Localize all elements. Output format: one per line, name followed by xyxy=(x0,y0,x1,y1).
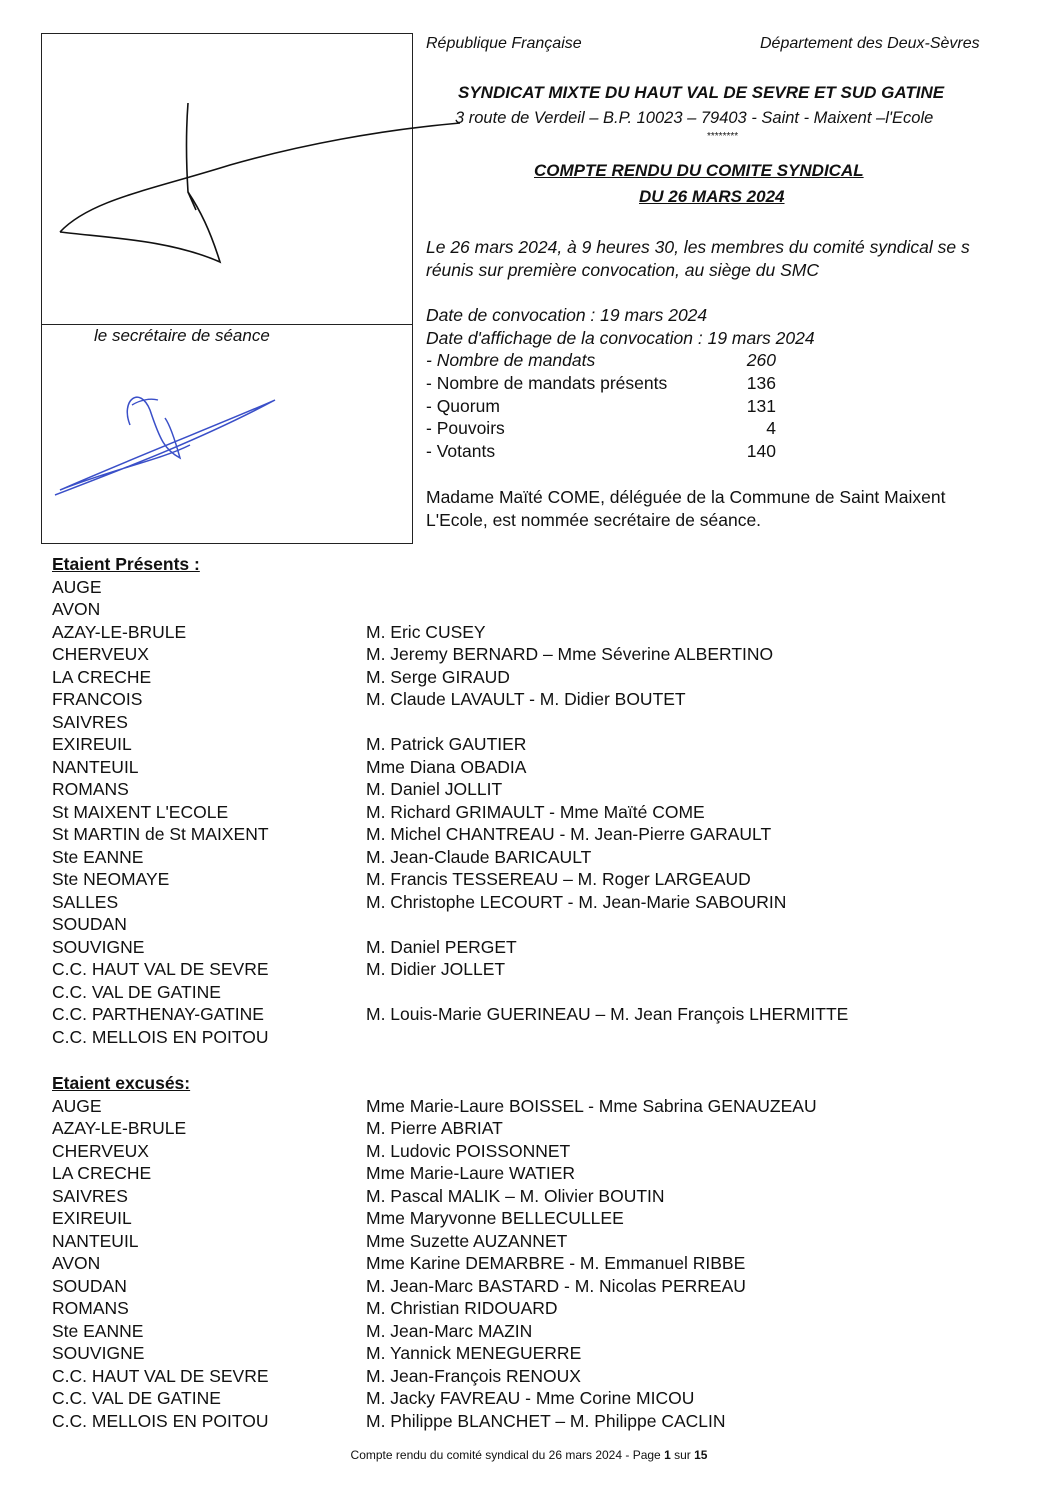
commune-name: C.C. MELLOIS EN POITOU xyxy=(52,1026,269,1047)
member-names: Mme Marie-Laure BOISSEL - Mme Sabrina GENAUZEAU xyxy=(366,1095,817,1116)
commune-name: Ste NEOMAYE xyxy=(52,869,170,889)
commune-name: Ste EANNE xyxy=(52,1320,144,1341)
excused-title: Etaient excusés: xyxy=(52,1073,191,1093)
commune-name: SOUVIGNE xyxy=(52,936,145,957)
commune-name: FRANCOIS xyxy=(52,689,143,709)
commune-name: LA CRECHE xyxy=(52,1163,152,1183)
footer-page-total: 15 xyxy=(694,1448,708,1462)
stat-label: - Votants xyxy=(426,441,496,461)
list-item xyxy=(52,712,200,735)
date-affichage: Date d'affichage de la convocation : 19 mars 2024 xyxy=(426,328,815,348)
stat-row xyxy=(426,350,776,372)
member-names: M. Philippe BLANCHET – M. Philippe CACLIN xyxy=(366,1410,726,1431)
secretary-label: le secrétaire de séance xyxy=(94,326,270,345)
commune-name: SOUVIGNE xyxy=(52,1343,145,1363)
member-names: M. Claude LAVAULT - M. Didier BOUTET xyxy=(366,689,686,709)
stat-value: 4 xyxy=(766,418,776,438)
footer-middle: sur xyxy=(670,1448,695,1462)
list-item xyxy=(52,1118,503,1141)
department-label: Département des Deux-Sèvres xyxy=(760,35,980,52)
republic-label: République Française xyxy=(426,35,582,52)
stat-row xyxy=(426,373,776,395)
stat-label: - Nombre de mandats présents xyxy=(426,373,668,393)
commune-name: ROMANS xyxy=(52,1298,129,1318)
commune-name: C.C. VAL DE GATINE xyxy=(52,1388,221,1408)
stat-row xyxy=(426,396,776,418)
list-item xyxy=(52,1388,695,1411)
commune-name: AZAY-LE-BRULE xyxy=(52,621,187,642)
list-item xyxy=(52,1140,571,1164)
member-names: M. Jean-Marc MAZIN xyxy=(366,1320,533,1341)
stat-value: 131 xyxy=(746,396,776,416)
member-names: M. Jean-Claude BARICAULT xyxy=(366,846,592,867)
member-names: M. Christophe LECOURT - M. Jean-Marie SABOURIN xyxy=(366,891,787,912)
list-item xyxy=(52,1185,665,1209)
commune-name: AZAY-LE-BRULE xyxy=(52,1118,187,1138)
list-item xyxy=(52,1298,558,1321)
footer-page-number: 1 xyxy=(664,1448,671,1462)
list-item xyxy=(52,599,200,622)
member-names: M. Serge GIRAUD xyxy=(366,666,510,687)
president-signature xyxy=(60,123,460,232)
commune-name: AUGE xyxy=(52,576,102,597)
stat-value: 136 xyxy=(746,373,776,393)
commune-name: C.C. MELLOIS EN POITOU xyxy=(52,1410,269,1431)
commune-name: SAIVRES xyxy=(52,1185,128,1206)
intro-line-1: Le 26 mars 2024, à 9 heures 30, les membres du comité syndical se s xyxy=(426,237,970,257)
list-item xyxy=(52,577,200,600)
list-item xyxy=(52,801,705,825)
commune-name: Ste EANNE xyxy=(52,846,144,867)
commune-name: CHERVEUX xyxy=(52,1140,149,1161)
list-item xyxy=(52,981,221,1005)
list-item xyxy=(52,1253,746,1276)
list-item xyxy=(52,1343,582,1366)
commune-name: SAIVRES xyxy=(52,711,128,732)
excused-section xyxy=(52,1073,817,1433)
commune-name: AVON xyxy=(52,599,101,619)
member-names: M. Patrick GAUTIER xyxy=(366,734,527,754)
list-item xyxy=(52,1230,568,1254)
member-names: M. Richard GRIMAULT - Mme Maïté COME xyxy=(366,801,705,822)
stat-value: 260 xyxy=(746,350,776,370)
commune-name: SOUDAN xyxy=(52,1275,127,1296)
commune-name: St MARTIN de St MAIXENT xyxy=(52,824,269,844)
document-title: COMPTE RENDU DU COMITE SYNDICAL xyxy=(534,161,864,180)
member-names: M. Christian RIDOUARD xyxy=(366,1298,558,1318)
commune-name: LA CRECHE xyxy=(52,666,152,687)
list-item xyxy=(52,1095,817,1119)
stat-row xyxy=(426,441,776,463)
list-item xyxy=(52,1365,581,1389)
member-names: M. Francis TESSEREAU – M. Roger LARGEAUD xyxy=(366,869,751,889)
commune-name: AUGE xyxy=(52,1095,102,1116)
member-names: M. Jacky FAVREAU - Mme Corine MICOU xyxy=(366,1388,695,1408)
document-title-date: DU 26 MARS 2024 xyxy=(639,187,785,206)
separator-stars: ******** xyxy=(707,131,739,142)
list-item xyxy=(52,689,686,712)
member-names: M. Daniel PERGET xyxy=(366,936,517,957)
list-item xyxy=(52,1026,269,1050)
list-item xyxy=(52,734,527,757)
member-names: M. Jeremy BERNARD – Mme Séverine ALBERTINO xyxy=(366,644,774,664)
member-names: M. Daniel JOLLIT xyxy=(366,779,503,799)
secretary-statement-line-1: Madame Maïté COME, déléguée de la Commune de Saint Maixent xyxy=(426,487,946,507)
commune-name: EXIREUIL xyxy=(52,1208,132,1228)
present-list xyxy=(52,576,849,1050)
secretary-statement-line-2: L'Ecole, est nommée secrétaire de séance. xyxy=(426,510,762,530)
intro-line-2: réunis sur première convocation, au siège du SMC xyxy=(426,260,819,280)
commune-name: ROMANS xyxy=(52,779,129,799)
list-item xyxy=(52,846,592,870)
commune-name: C.C. PARTHENAY-GATINE xyxy=(52,1004,264,1024)
list-item xyxy=(52,1320,533,1344)
list-item xyxy=(52,1004,849,1027)
list-item xyxy=(52,891,787,915)
organization-name: SYNDICAT MIXTE DU HAUT VAL DE SEVRE ET SUD GATINE xyxy=(458,83,945,102)
member-names: M. Pascal MALIK – M. Olivier BOUTIN xyxy=(366,1185,665,1206)
list-item xyxy=(52,756,527,780)
stat-label: - Nombre de mandats xyxy=(426,350,596,370)
list-item xyxy=(52,914,200,937)
member-names: M. Yannick MENEGUERRE xyxy=(366,1343,582,1363)
commune-name: C.C. VAL DE GATINE xyxy=(52,981,221,1002)
member-names: M. Didier JOLLET xyxy=(366,959,506,979)
present-section xyxy=(52,554,849,1049)
member-names: M. Eric CUSEY xyxy=(366,621,486,642)
member-names: M. Louis-Marie GUERINEAU – M. Jean François LHERMITTE xyxy=(366,1004,849,1024)
stat-value: 140 xyxy=(746,441,776,461)
list-item xyxy=(52,644,774,667)
commune-name: EXIREUIL xyxy=(52,734,132,754)
list-item xyxy=(52,621,486,645)
stat-label: - Quorum xyxy=(426,396,500,416)
member-names: Mme Suzette AUZANNET xyxy=(366,1230,568,1251)
list-item xyxy=(52,936,517,960)
list-item xyxy=(52,1275,746,1299)
list-item xyxy=(52,869,751,892)
list-item xyxy=(52,666,510,690)
list-item xyxy=(52,824,772,847)
list-item xyxy=(52,1208,624,1231)
list-item xyxy=(52,1410,726,1434)
commune-name: NANTEUIL xyxy=(52,756,139,777)
member-names: Mme Diana OBADIA xyxy=(366,756,527,777)
member-names: M. Jean-Marc BASTARD - M. Nicolas PERREAU xyxy=(366,1275,746,1296)
stat-row xyxy=(426,418,776,440)
member-names: Mme Karine DEMARBRE - M. Emmanuel RIBBE xyxy=(366,1253,746,1273)
member-names: M. Michel CHANTREAU - M. Jean-Pierre GARAULT xyxy=(366,824,772,844)
commune-name: St MAIXENT L'ECOLE xyxy=(52,801,229,822)
organization-address: 3 route de Verdeil – B.P. 10023 – 79403 - Saint - Maixent –l'Ecole xyxy=(455,109,934,127)
list-item xyxy=(52,1163,576,1186)
commune-name: SALLES xyxy=(52,891,119,912)
commune-name: NANTEUIL xyxy=(52,1230,139,1251)
member-names: M. Pierre ABRIAT xyxy=(366,1118,503,1138)
excused-list xyxy=(52,1095,817,1434)
date-convocation: Date de convocation : 19 mars 2024 xyxy=(426,305,708,325)
commune-name: C.C. HAUT VAL DE SEVRE xyxy=(52,1365,269,1386)
page-footer xyxy=(0,1448,1058,1462)
present-title: Etaient Présents : xyxy=(52,554,200,574)
commune-name: SOUDAN xyxy=(52,914,127,934)
commune-name: C.C. HAUT VAL DE SEVRE xyxy=(52,959,269,979)
member-names: Mme Marie-Laure WATIER xyxy=(366,1163,576,1183)
list-item xyxy=(52,959,506,982)
member-names: M. Jean-François RENOUX xyxy=(366,1365,581,1386)
member-names: M. Ludovic POISSONNET xyxy=(366,1140,571,1161)
footer-prefix: Compte rendu du comité syndical du 26 mars 2024 - Page xyxy=(350,1448,665,1462)
stat-label: - Pouvoirs xyxy=(426,418,505,438)
commune-name: AVON xyxy=(52,1253,101,1273)
list-item xyxy=(52,779,503,802)
commune-name: CHERVEUX xyxy=(52,644,149,664)
member-names: Mme Maryvonne BELLECULLEE xyxy=(366,1208,624,1228)
